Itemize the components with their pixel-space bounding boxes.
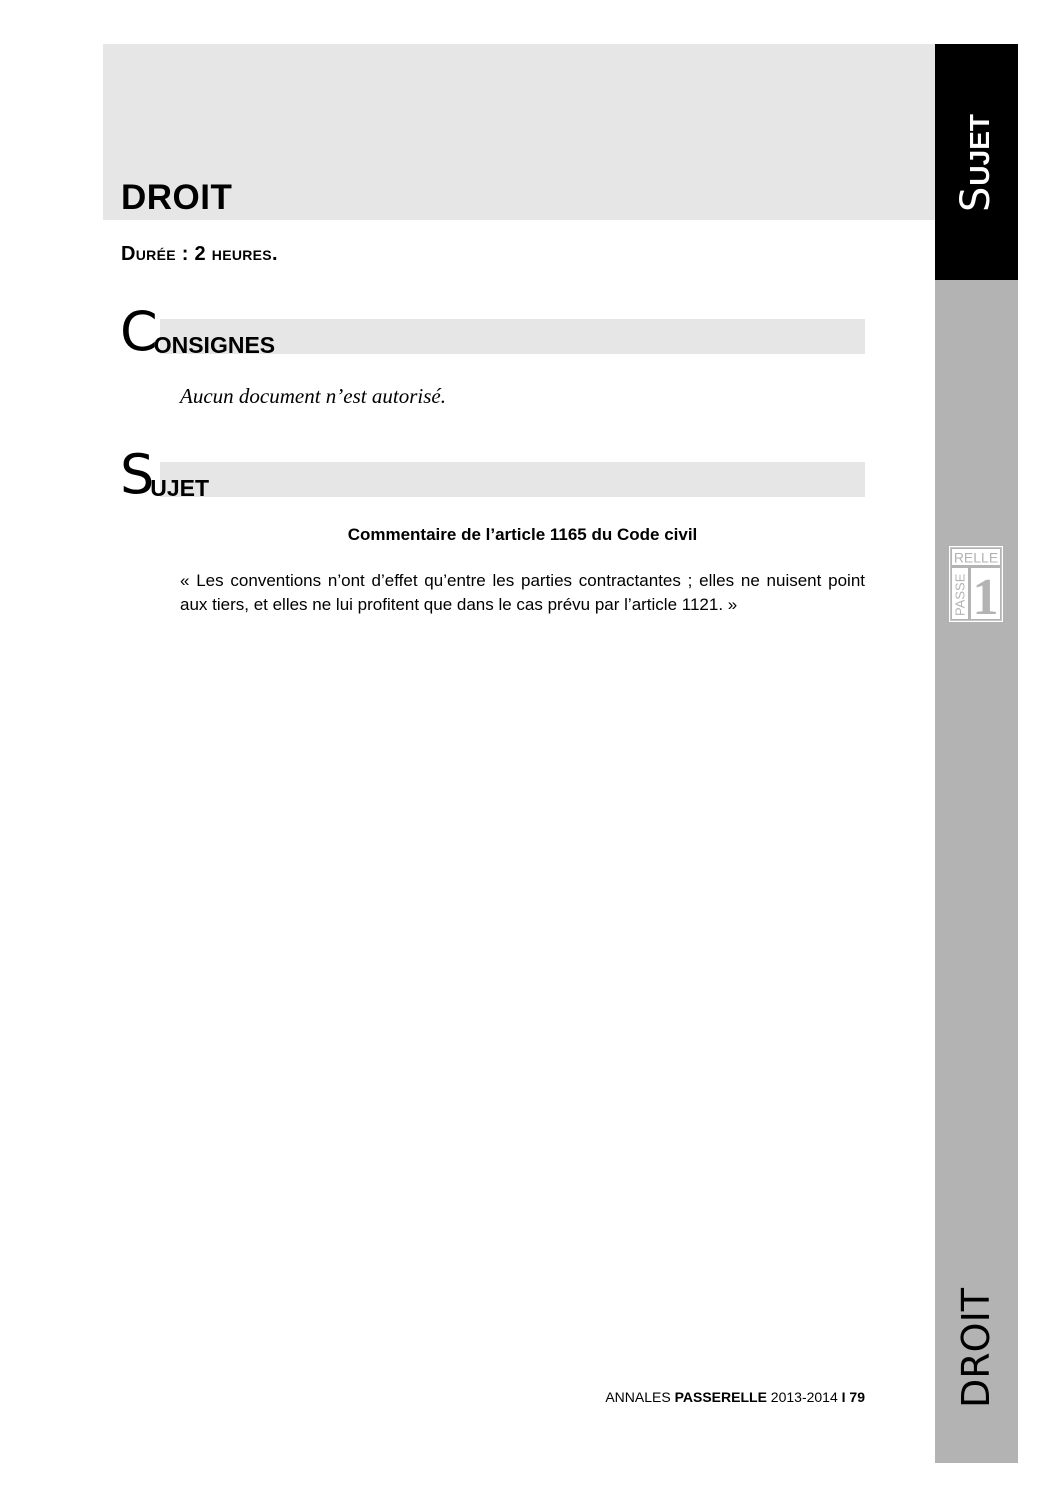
- footer-page-number: 79: [849, 1389, 865, 1405]
- consignes-heading-initial: C: [120, 300, 156, 363]
- passerelle-logo-icon: [949, 546, 1003, 622]
- sidebar-sujet-rest: UJET: [964, 114, 995, 186]
- page-title: DROIT: [121, 178, 233, 217]
- logo-side-text: PASSE: [952, 573, 968, 616]
- consignes-heading: [120, 300, 276, 363]
- sidebar-subject-label: DROIT: [954, 1288, 998, 1408]
- logo-number: 1: [972, 569, 999, 622]
- sidebar-sujet-initial: S: [953, 186, 999, 212]
- footer-brand: PASSERELLE: [674, 1389, 767, 1405]
- sujet-heading-bar: [160, 462, 865, 497]
- footer-years: 2013-2014: [770, 1389, 838, 1405]
- consignes-heading-rest: ONSIGNES: [153, 332, 276, 358]
- sujet-heading: [120, 443, 210, 506]
- sujet-heading-rest: UJET: [150, 475, 210, 501]
- logo-top-text: RELLE: [953, 549, 999, 566]
- footer-separator: I: [841, 1389, 846, 1405]
- footer-prefix: ANNALES: [605, 1389, 671, 1405]
- sidebar-grey-strip: [935, 280, 1018, 1463]
- consignes-text: Aucun document n’est autorisé.: [180, 384, 446, 408]
- page-footer: [605, 1389, 865, 1405]
- subject-title: Commentaire de l’article 1165 du Code civil: [347, 525, 698, 544]
- duration-label: Durée : 2 heures.: [121, 243, 278, 265]
- sujet-heading-initial: S: [120, 443, 153, 506]
- sidebar-sujet-label: [953, 114, 999, 212]
- subject-quote: « Les conventions n’ont d’effet qu’entre les parties contractantes ; elles ne nuisent point aux tiers, et elles ne lui profitent que dans le cas prévu par l’article 1121. »: [180, 571, 865, 614]
